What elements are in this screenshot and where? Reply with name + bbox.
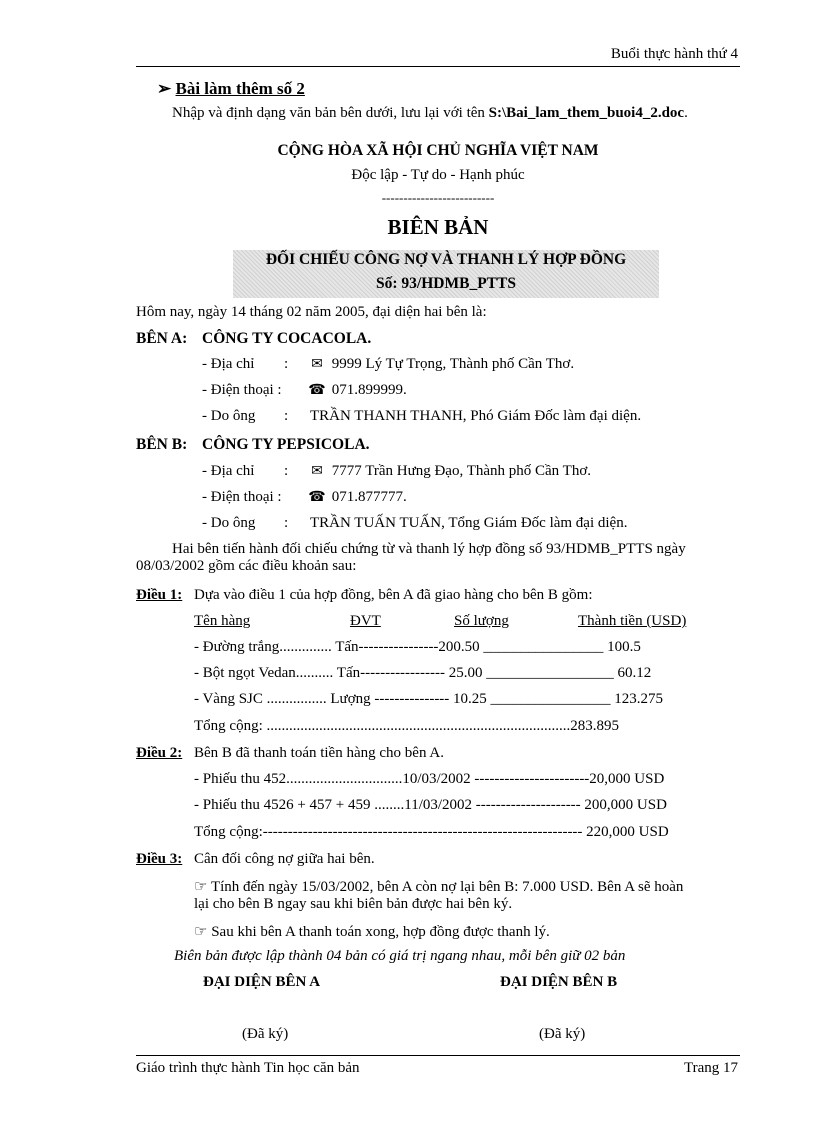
footer-left: Giáo trình thực hành Tin học căn bản [136, 1060, 360, 1076]
document-number: Số: 93/HDMB_PTTS [376, 275, 516, 292]
party-b-rep-label: - Do ông [202, 515, 256, 531]
page-number: Trang 17 [683, 1060, 738, 1076]
telephone-icon: ☎ [308, 490, 326, 505]
header-rule [136, 66, 740, 67]
party-a-label: BÊN A: [136, 330, 188, 347]
page-header: Buổi thực hành thứ 4 [610, 46, 738, 62]
party-b-phone [306, 489, 407, 506]
instruction-text: Nhập và định dạng văn bản bên dưới, lưu lại với tên [172, 105, 489, 121]
table-header-unit: ĐVT [350, 613, 381, 629]
article-2-text: Bên B đã thanh toán tiền hàng cho bên A. [194, 745, 444, 761]
party-a-phone [306, 382, 407, 399]
motto: Độc lập - Tự do - Hạnh phúc [351, 167, 525, 183]
signed-b: (Đã ký) [539, 1026, 586, 1042]
table-row: - Vàng SJC ................ Lượng --------------- 10.25 ________________ 123.275 [194, 691, 664, 707]
party-b-name: CÔNG TY PEPSICOLA. [202, 436, 370, 453]
party-a-address [306, 356, 574, 373]
table-header-quantity: Số lượng [454, 613, 509, 629]
subtitle: ĐỐI CHIẾU CÔNG NỢ VÀ THANH LÝ HỢP ĐỒNG [265, 251, 627, 268]
colon: : [284, 463, 289, 479]
instruction-end: . [684, 105, 688, 121]
table-header-name: Tên hàng [194, 613, 251, 629]
colon: : [284, 408, 289, 424]
party-a-address-label: - Địa chỉ [202, 356, 255, 372]
article-3-text: Cân đối công nợ giữa hai bên. [194, 851, 375, 867]
table-total: Tổng cộng: .................................................................................283.895 [194, 718, 619, 734]
party-b-address-value: 7777 Trần Hưng Đạo, Thành phố Cần Thơ. [331, 463, 592, 479]
document-title: BIÊN BẢN [387, 215, 489, 239]
party-a-address-value: 9999 Lý Tự Trọng, Thành phố Cần Thơ. [331, 356, 575, 372]
article-2-label: Điều 2: [136, 745, 183, 761]
party-a-rep-label: - Do ông [202, 408, 256, 424]
party-b-rep: TRẦN TUẤN TUẤN, Tổng Giám Đốc làm đại diện. [310, 515, 628, 531]
arrow-icon: ➢ [157, 79, 172, 98]
footer-rule [136, 1055, 740, 1056]
bullet-1-line-2: lại cho bên B ngay sau khi biên bản được hai bên ký. [194, 896, 513, 912]
bullet-1-text: Tính đến ngày 15/03/2002, bên A còn nợ lại bên B: 7.000 USD. Bên A sẽ hoàn [210, 879, 684, 895]
colon: : [284, 356, 289, 372]
table-row: - Đường trắng.............. Tấn----------------200.50 ________________ 100.5 [194, 639, 641, 655]
instruction [172, 105, 688, 122]
table-header-amount: Thành tiền (USD) [578, 613, 687, 629]
bullet-2 [194, 922, 550, 941]
table-row: - Bột ngọt Vedan.......... Tấn----------------- 25.00 _________________ 60.12 [194, 665, 652, 681]
representative-b: ĐẠI DIỆN BÊN B [500, 974, 618, 990]
party-b-phone-label: - Điện thoại : [202, 489, 282, 505]
section-title-text: Bài làm thêm số 2 [175, 79, 305, 98]
signed-a: (Đã ký) [242, 1026, 289, 1042]
instruction-filename: S:\Bai_lam_them_buoi4_2.doc [488, 105, 685, 121]
party-a-phone-value: 071.899999. [331, 382, 407, 398]
party-a-rep: TRẦN THANH THANH, Phó Giám Đốc làm đại diện. [310, 408, 642, 424]
pointer-hand-icon: ☞ [194, 924, 208, 940]
article-3-label: Điều 3: [136, 851, 183, 867]
section-title [157, 79, 305, 99]
closing-statement: Biên bản được lập thành 04 bản có giá trị ngang nhau, mỗi bên giữ 02 bản [174, 948, 626, 964]
nation-heading: CỘNG HÒA XÃ HỘI CHỦ NGHĨA VIỆT NAM [277, 142, 599, 159]
colon: : [284, 515, 289, 531]
party-a-phone-label: - Điện thoại : [202, 382, 282, 398]
article-1-text: Dựa vào điều 1 của hợp đồng, bên A đã giao hàng cho bên B gồm: [194, 587, 593, 603]
envelope-icon: ✉ [311, 357, 323, 372]
pointer-hand-icon: ☞ [194, 879, 208, 895]
payment-row: - Phiếu thu 452...............................10/03/2002 -----------------------20,000 USD [194, 771, 665, 787]
paragraph-line-1: Hai bên tiến hành đối chiếu chứng từ và thanh lý hợp đồng số 93/HDMB_PTTS ngày [172, 541, 686, 557]
party-a-name: CÔNG TY COCACOLA. [202, 330, 372, 347]
party-b-label: BÊN B: [136, 436, 188, 453]
intro-text: Hôm nay, ngày 14 tháng 02 năm 2005, đại diện hai bên là: [136, 304, 487, 320]
party-b-phone-value: 071.877777. [331, 489, 407, 505]
representative-a: ĐẠI DIỆN BÊN A [203, 974, 321, 990]
party-b-address-label: - Địa chỉ [202, 463, 255, 479]
separator: -------------------------- [381, 190, 495, 205]
party-b-address [306, 463, 591, 480]
payment-total: Tổng cộng:---------------------------------------------------------------- 220,000 USD [194, 824, 669, 840]
envelope-icon: ✉ [311, 464, 323, 479]
article-1-label: Điều 1: [136, 587, 183, 603]
telephone-icon: ☎ [308, 383, 326, 398]
bullet-1-line-1 [194, 877, 683, 896]
payment-row: - Phiếu thu 4526 + 457 + 459 ........11/03/2002 --------------------- 200,000 USD [194, 797, 667, 813]
paragraph-line-2: 08/03/2002 gồm các điều khoản sau: [136, 558, 357, 574]
bullet-2-text: Sau khi bên A thanh toán xong, hợp đồng được thanh lý. [211, 924, 550, 940]
